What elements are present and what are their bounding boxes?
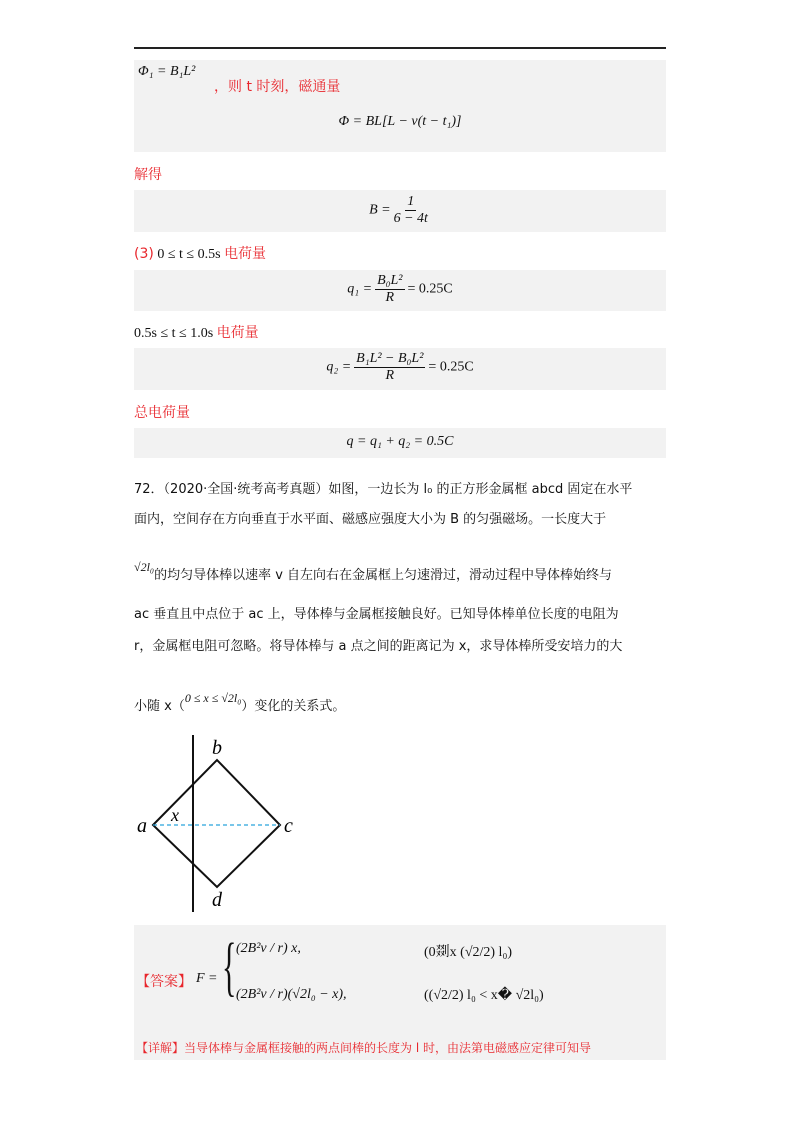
question-line-6a: 小随 x（: [134, 699, 185, 714]
q2-lhs: q₂ =: [326, 359, 352, 375]
answer-case-1: (2B²v / r) x,: [236, 941, 301, 956]
answer-cond-2: ((√2/2) l₀ < x� √2l₀): [424, 988, 544, 1003]
label-c: c: [284, 815, 293, 837]
label-b: b: [212, 737, 222, 759]
question-line-1: 72．（2020·全国·统考高考真题）如图，一边长为 l₀ 的正方形金属框 abcd 固定在水平: [134, 482, 633, 497]
charge-label-2: 电荷量: [216, 325, 259, 341]
condition-2: 0.5s ≤ t ≤ 1.0s: [134, 326, 214, 341]
question-line-2: 面内，空间存在方向垂直于水平面、磁感应强度大小为 B 的匀强磁场。一长度大于: [134, 512, 607, 527]
phi-formula: Φ = BL[L − v(t − t₁)]: [338, 114, 462, 129]
phi1-formula: Φ₁ = B₁L²: [138, 64, 196, 79]
answer-case-2: (2B²v / r)(√2l₀ − x),: [236, 987, 347, 1002]
q1-lhs: q₁ =: [347, 281, 373, 297]
q1-rhs: = 0.25C: [407, 281, 453, 297]
answer-label: 【答案】: [136, 974, 192, 990]
answer-lhs: F =: [196, 971, 218, 986]
q2-numerator: B₁L² − B₀L²: [356, 351, 424, 366]
detail-text: 当导体棒与金属框接触的两点间棒的长度为 l 时，由法第电磁感应定律可知导: [184, 1041, 591, 1055]
q2-denominator: R: [385, 368, 395, 383]
detail-label: 【详解】: [136, 1041, 185, 1055]
solve-label: 解得: [134, 167, 162, 183]
part3-label: (3): [134, 246, 154, 262]
brace: {: [222, 931, 237, 1004]
b-denominator: 6 − 4t: [393, 211, 428, 226]
condition-1: 0 ≤ t ≤ 0.5s: [157, 247, 221, 262]
label-d: d: [212, 889, 222, 911]
phi1-text: ，则 t 时刻，磁通量: [214, 79, 341, 95]
sqrt2-l0: √2l₀: [134, 560, 155, 574]
charge-label-1: 电荷量: [224, 246, 267, 262]
question-line-3: 的均匀导体棒以速率 v 自左向右在金属框上匀速滑过，滑动过程中导体棒始终与: [154, 568, 613, 583]
x-range: 0 ≤ x ≤ √2l₀: [184, 691, 242, 705]
b-numerator: 1: [407, 194, 415, 209]
q1-denominator: R: [385, 290, 395, 305]
question-line-4: ac 垂直且中点位于 ac 上，导体棒与金属框接触良好。已知导体棒单位长度的电阻为: [134, 607, 619, 622]
label-a: a: [137, 815, 147, 837]
q1-numerator: B₀L²: [377, 273, 403, 288]
question-line-6b: ）变化的关系式。: [241, 699, 346, 714]
b-lhs: B =: [369, 202, 391, 218]
q2-rhs: = 0.25C: [428, 359, 474, 375]
q-total-formula: q = q₁ + q₂ = 0.5C: [346, 434, 454, 449]
question-line-5: r，金属框电阻可忽略。将导体棒与 a 点之间的距离记为 x，求导体棒所受安培力的大: [134, 639, 623, 654]
answer-box: [134, 925, 666, 1060]
label-x: x: [171, 805, 179, 825]
answer-cond-1: (0剟x (√2/2) l₀): [424, 945, 512, 960]
total-charge-label: 总电荷量: [134, 405, 190, 421]
